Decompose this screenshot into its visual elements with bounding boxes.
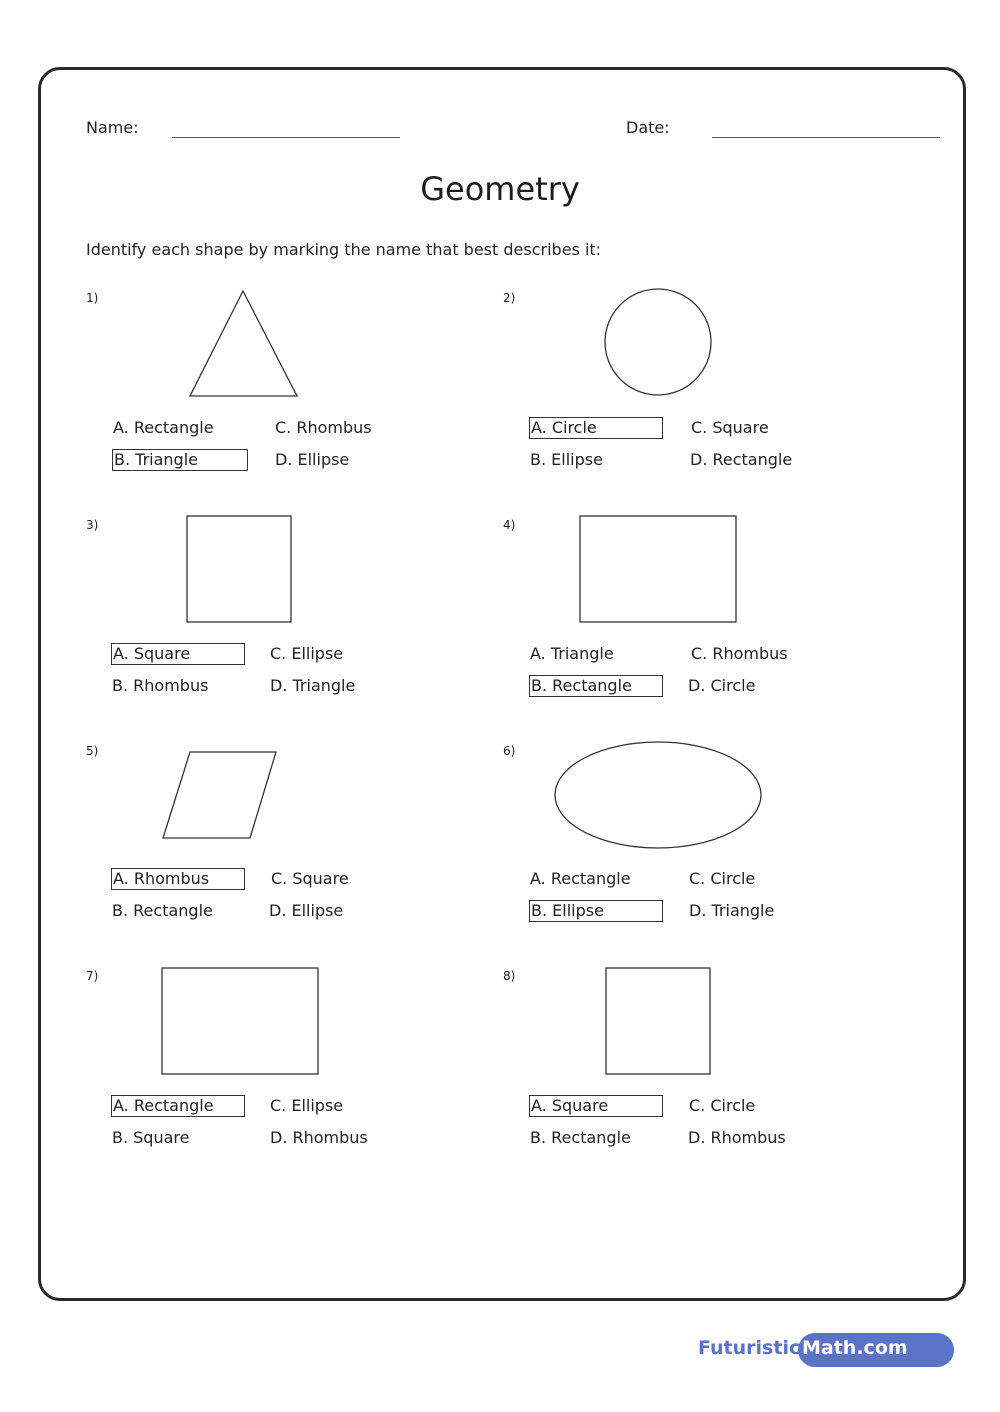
square-shape <box>606 968 710 1074</box>
option-d[interactable]: D. Circle <box>688 676 756 695</box>
option-d[interactable]: D. Ellipse <box>269 901 344 920</box>
option-a[interactable]: A. Rectangle <box>530 869 631 888</box>
option-c[interactable]: C. Circle <box>689 1096 756 1115</box>
question-number: 1) <box>86 291 99 305</box>
option-c[interactable]: C. Rhombus <box>691 644 788 663</box>
option-d[interactable]: D. Triangle <box>270 676 356 695</box>
option-b[interactable]: B. Rectangle <box>112 901 213 920</box>
question-number: 5) <box>86 744 99 758</box>
option-b[interactable]: B. Square <box>112 1128 190 1147</box>
option-a-marked[interactable]: A. Square <box>111 643 245 665</box>
triangle-shape <box>190 291 297 396</box>
circle-shape <box>605 289 711 395</box>
question-number: 7) <box>86 969 99 983</box>
name-label: Name: <box>86 118 139 137</box>
ellipse-shape <box>555 742 761 848</box>
option-b[interactable]: B. Ellipse <box>530 450 603 469</box>
rhombus-shape <box>163 752 276 838</box>
option-a[interactable]: A. Rectangle <box>113 418 214 437</box>
option-d[interactable]: D. Triangle <box>689 901 775 920</box>
question-number: 4) <box>503 518 516 532</box>
option-b-marked[interactable]: B. Ellipse <box>529 900 663 922</box>
logo-text-futuristic: Futuristic <box>698 1337 801 1359</box>
question-number: 2) <box>503 291 516 305</box>
question-number: 6) <box>503 744 516 758</box>
instructions: Identify each shape by marking the name that best describes it: <box>86 240 602 259</box>
option-b-marked[interactable]: B. Rectangle <box>529 675 663 697</box>
date-label: Date: <box>626 118 670 137</box>
rectangle-shape <box>162 968 318 1074</box>
question-number: 8) <box>503 969 516 983</box>
option-a-marked[interactable]: A. Square <box>529 1095 663 1117</box>
option-c[interactable]: C. Square <box>271 869 349 888</box>
option-d[interactable]: D. Rectangle <box>690 450 793 469</box>
option-b[interactable]: B. Rhombus <box>112 676 209 695</box>
square-shape <box>187 516 291 622</box>
option-b-marked[interactable]: B. Triangle <box>112 449 248 471</box>
page-title: Geometry <box>420 170 580 208</box>
option-a-marked[interactable]: A. Rhombus <box>111 868 245 890</box>
rectangle-shape <box>580 516 736 622</box>
option-d[interactable]: D. Ellipse <box>275 450 350 469</box>
question-number: 3) <box>86 518 99 532</box>
option-c[interactable]: C. Circle <box>689 869 756 888</box>
option-c[interactable]: C. Ellipse <box>270 644 344 663</box>
option-d[interactable]: D. Rhombus <box>270 1128 368 1147</box>
option-c[interactable]: C. Square <box>691 418 769 437</box>
option-a-marked[interactable]: A. Rectangle <box>111 1095 245 1117</box>
option-a[interactable]: A. Triangle <box>530 644 614 663</box>
option-c[interactable]: C. Ellipse <box>270 1096 344 1115</box>
futuristicmath-logo[interactable] <box>698 1333 954 1367</box>
option-a-marked[interactable]: A. Circle <box>529 417 663 439</box>
option-b[interactable]: B. Rectangle <box>530 1128 631 1147</box>
logo-text-math: Math.com <box>802 1337 908 1359</box>
option-d[interactable]: D. Rhombus <box>688 1128 786 1147</box>
option-c[interactable]: C. Rhombus <box>275 418 372 437</box>
